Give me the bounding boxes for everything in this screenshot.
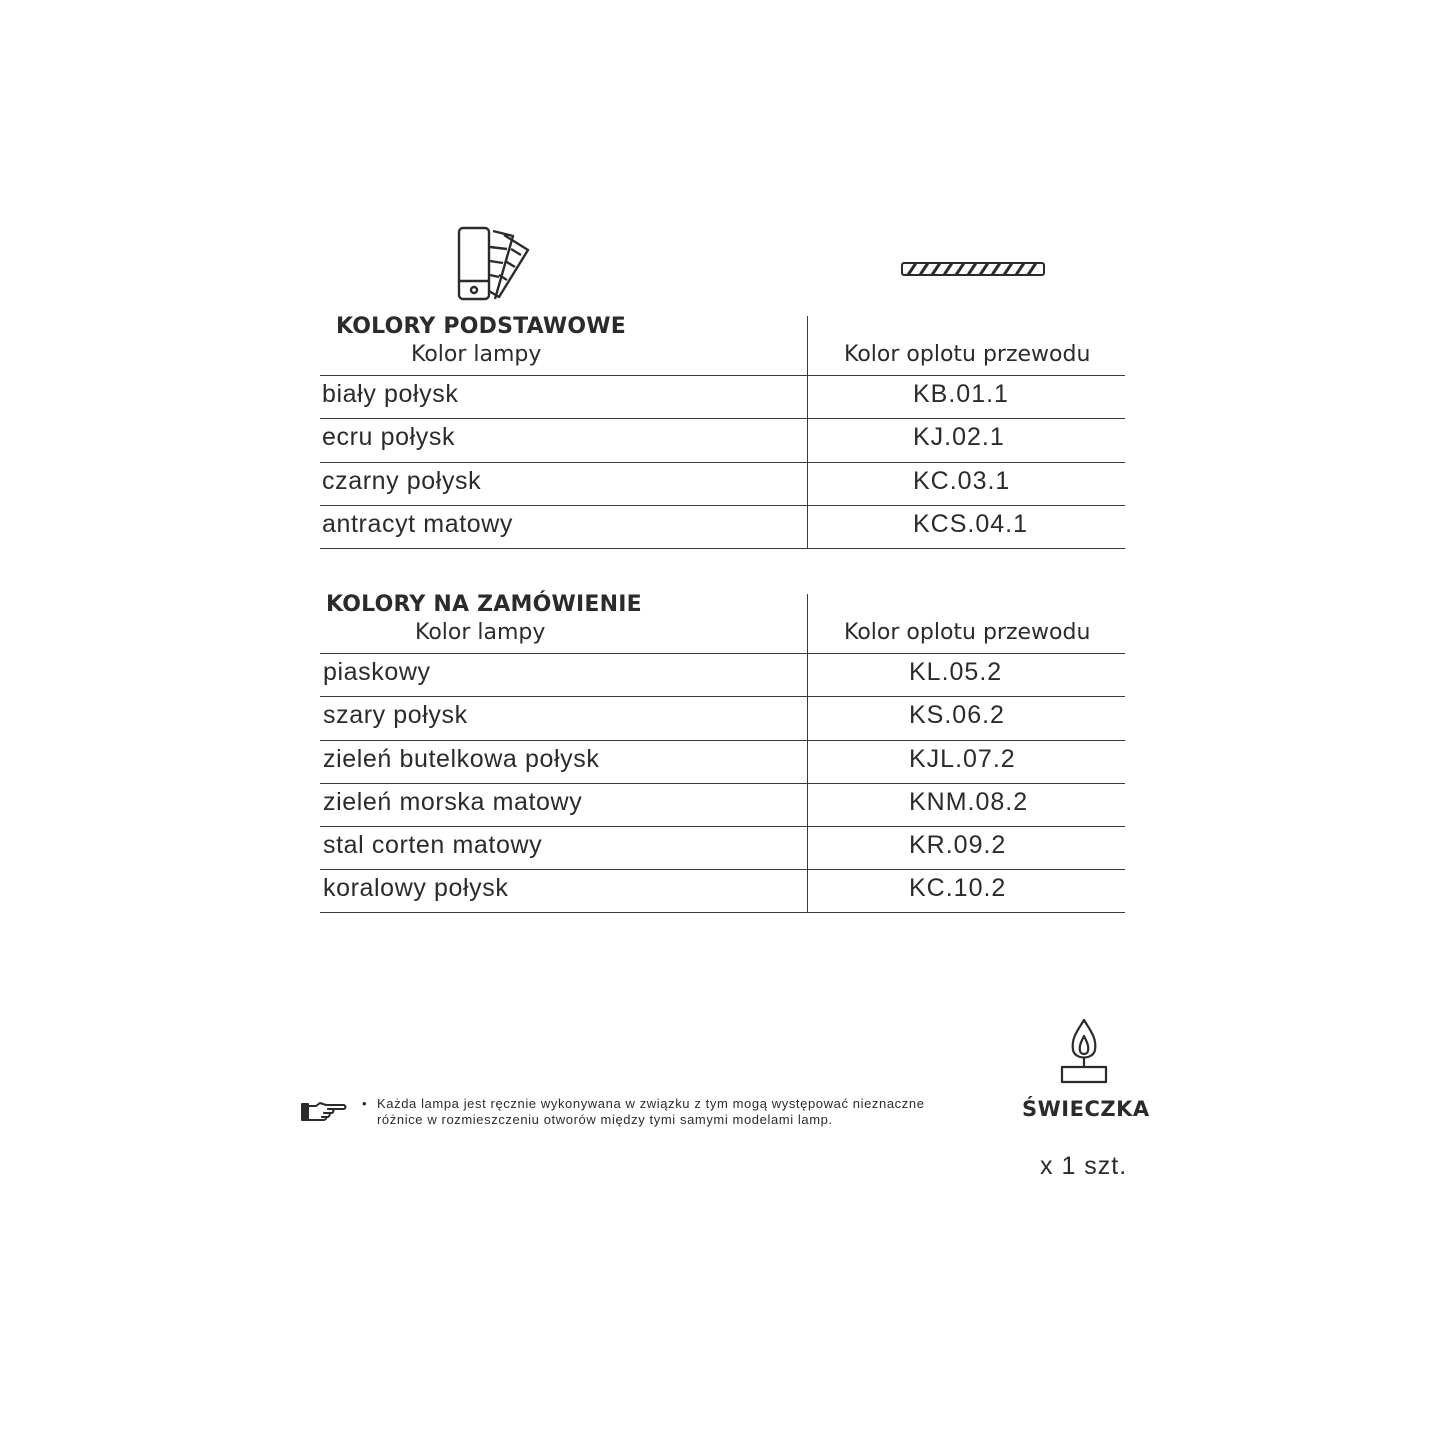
lamp-color-cell: zieleń butelkowa połysk xyxy=(323,745,600,773)
cable-code-cell: KNM.08.2 xyxy=(909,788,1029,816)
custom-colors-table xyxy=(320,594,1125,914)
cable-code-cell: KB.01.1 xyxy=(913,380,1009,408)
lamp-color-cell: ecru połysk xyxy=(322,423,456,451)
table-row xyxy=(320,654,1125,697)
color-swatch-fan-icon xyxy=(455,225,535,305)
lamp-color-cell: piaskowy xyxy=(323,658,431,686)
lamp-color-cell: stal corten matowy xyxy=(323,831,543,859)
lamp-color-cell: zieleń morska matowy xyxy=(323,788,583,816)
table-bottom-border xyxy=(320,912,1125,913)
table-bottom-border xyxy=(320,548,1125,549)
handmade-note xyxy=(377,1096,925,1128)
table-row xyxy=(320,784,1125,827)
note-line-2: różnice w rozmieszczeniu otworów między tymi samymi modelami lamp. xyxy=(377,1112,833,1127)
cable-code-cell: KC.03.1 xyxy=(913,467,1011,495)
table-row xyxy=(320,870,1125,913)
pointing-hand-icon xyxy=(300,1100,348,1124)
basic-colors-table xyxy=(320,316,1125,550)
cable-code-cell: KS.06.2 xyxy=(909,701,1005,729)
custom-lamp-color-header: Kolor lampy xyxy=(415,620,546,645)
note-bullet: • xyxy=(362,1096,368,1111)
table-row xyxy=(320,741,1125,784)
basic-colors-title: KOLORY PODSTAWOWE xyxy=(336,314,626,339)
table-row xyxy=(320,506,1125,549)
braided-cable-icon xyxy=(900,260,1046,278)
cable-code-cell: KC.10.2 xyxy=(909,874,1007,902)
lamp-color-cell: szary połysk xyxy=(323,701,468,729)
cable-code-cell: KCS.04.1 xyxy=(913,510,1029,538)
custom-colors-title: KOLORY NA ZAMÓWIENIE xyxy=(326,592,642,617)
table-row xyxy=(320,697,1125,740)
cable-code-cell: KJ.02.1 xyxy=(913,423,1005,451)
candle-icon xyxy=(1058,1018,1110,1086)
candle-quantity: x 1 szt. xyxy=(1040,1152,1128,1180)
note-line-1: Każda lampa jest ręcznie wykonywana w związku z tym mogą występować nieznaczne xyxy=(377,1096,925,1111)
cable-code-cell: KJL.07.2 xyxy=(909,745,1016,773)
lamp-color-cell: biały połysk xyxy=(322,380,459,408)
table-row xyxy=(320,827,1125,870)
table-row xyxy=(320,376,1125,419)
table-row xyxy=(320,419,1125,462)
lamp-color-cell: czarny połysk xyxy=(322,467,482,495)
candle-label: ŚWIECZKA xyxy=(1022,1097,1150,1121)
basic-cable-color-header: Kolor oplotu przewodu xyxy=(844,342,1091,367)
basic-lamp-color-header: Kolor lampy xyxy=(411,342,542,367)
lamp-color-cell: antracyt matowy xyxy=(322,510,514,538)
cable-code-cell: KR.09.2 xyxy=(909,831,1007,859)
custom-cable-color-header: Kolor oplotu przewodu xyxy=(844,620,1091,645)
lamp-color-cell: koralowy połysk xyxy=(323,874,509,902)
table-row xyxy=(320,463,1125,506)
cable-code-cell: KL.05.2 xyxy=(909,658,1003,686)
